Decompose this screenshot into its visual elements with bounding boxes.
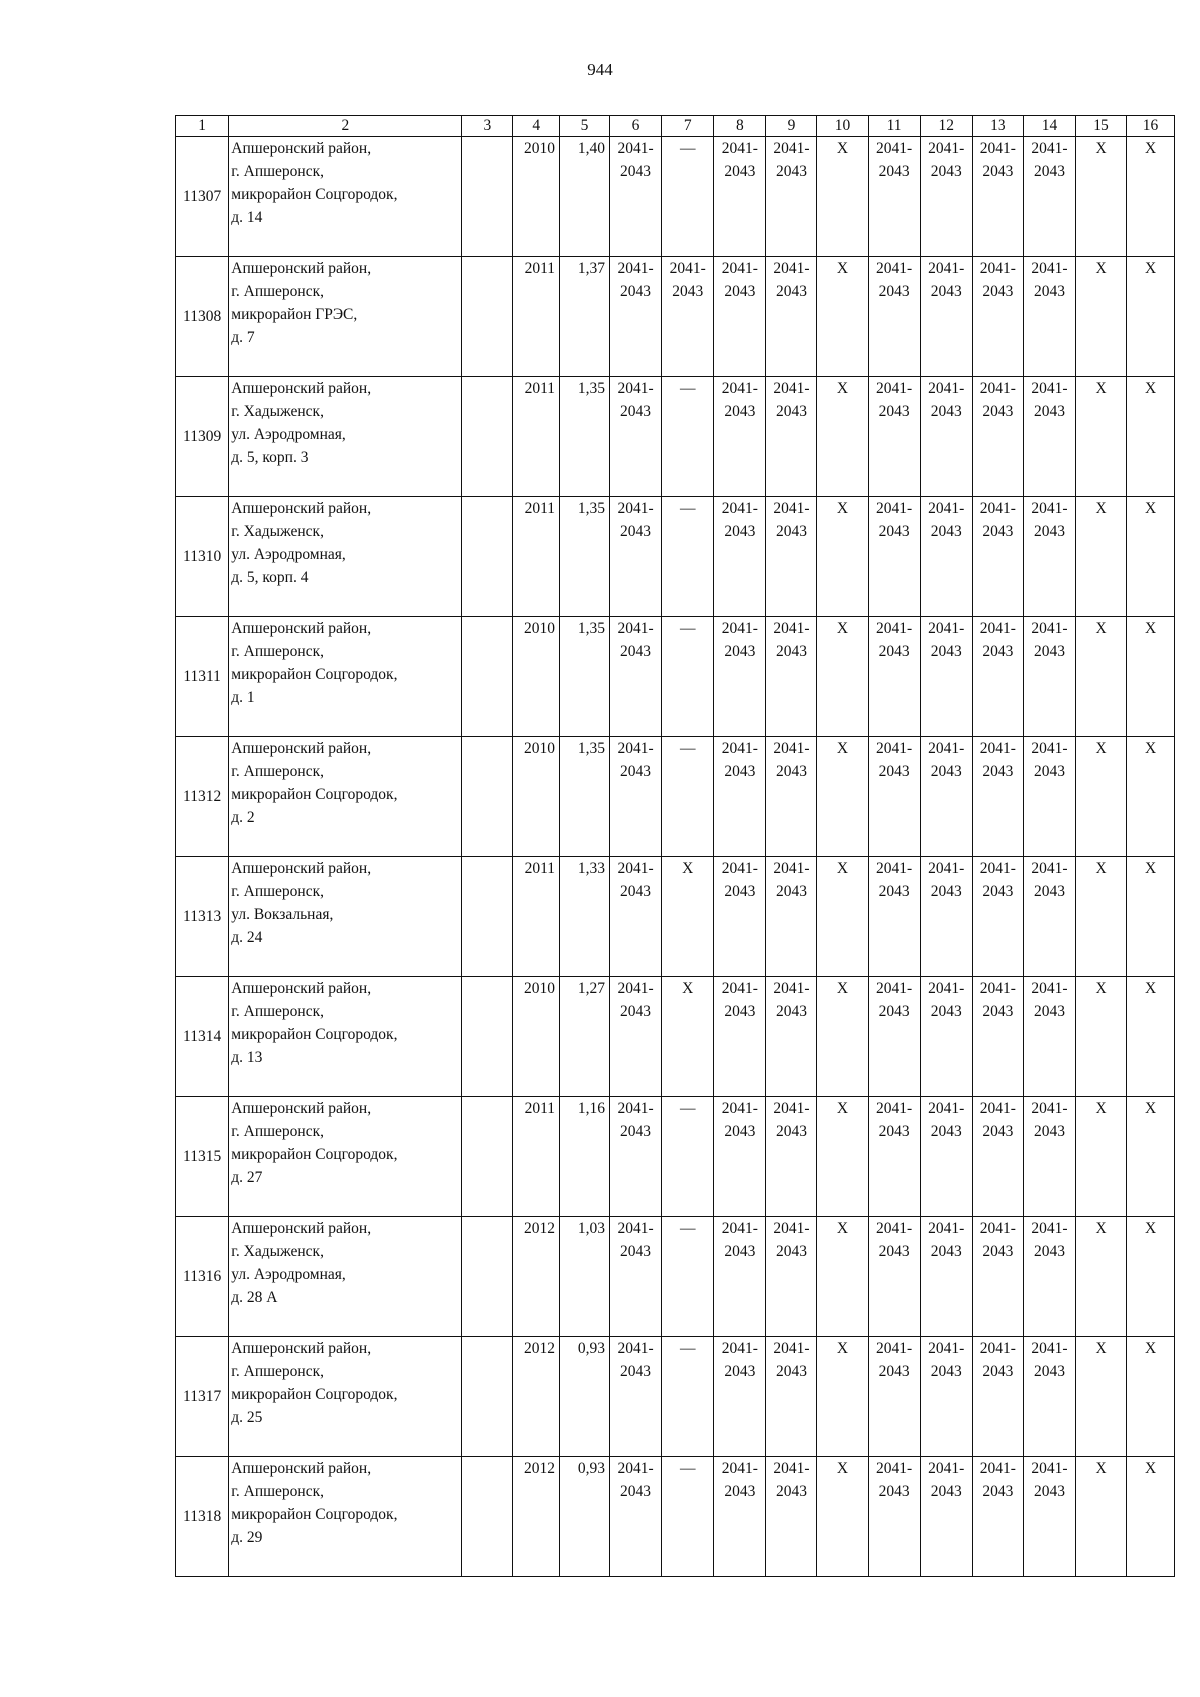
col9-cell: 2041- 2043	[766, 617, 817, 737]
col16-cell: X	[1127, 857, 1175, 977]
address-cell: Апшеронский район, г. Апшеронск, микрорайон ГРЭС, д. 7	[229, 257, 462, 377]
col13-cell: 2041- 2043	[972, 857, 1023, 977]
col8-cell: 2041- 2043	[714, 1457, 766, 1577]
col13-cell: 2041- 2043	[972, 1097, 1023, 1217]
col8-cell: 2041- 2043	[714, 1337, 766, 1457]
col8-cell: 2041- 2043	[714, 737, 766, 857]
row-id: 11314	[176, 977, 229, 1097]
year-cell: 2010	[513, 617, 560, 737]
col9-cell: 2041- 2043	[766, 1097, 817, 1217]
column-header-3: 3	[462, 116, 513, 137]
col12-cell: 2041- 2043	[920, 1217, 972, 1337]
col6-cell: 2041- 2043	[609, 1457, 661, 1577]
column-header-2: 2	[229, 116, 462, 137]
col12-cell: 2041- 2043	[920, 1337, 972, 1457]
col10-cell: X	[817, 1337, 868, 1457]
col12-cell: 2041- 2043	[920, 1457, 972, 1577]
address-cell: Апшеронский район, г. Апшеронск, микрорайон Соцгородок, д. 25	[229, 1337, 462, 1457]
col14-cell: 2041- 2043	[1023, 137, 1075, 257]
header-row	[176, 116, 1175, 137]
year-cell: 2011	[513, 257, 560, 377]
address-cell: Апшеронский район, г. Хадыженск, ул. Аэродромная, д. 5, корп. 3	[229, 377, 462, 497]
col15-cell: X	[1076, 737, 1127, 857]
col6-cell: 2041- 2043	[609, 1337, 661, 1457]
table-row	[176, 137, 1175, 257]
col16-cell: X	[1127, 617, 1175, 737]
col16-cell: X	[1127, 257, 1175, 377]
col9-cell: 2041- 2043	[766, 737, 817, 857]
table-row	[176, 257, 1175, 377]
address-cell: Апшеронский район, г. Апшеронск, микрорайон Соцгородок, д. 27	[229, 1097, 462, 1217]
value-cell: 0,93	[560, 1337, 610, 1457]
table-row	[176, 1217, 1175, 1337]
col7-cell: —	[662, 617, 714, 737]
row-id: 11310	[176, 497, 229, 617]
col14-cell: 2041- 2043	[1023, 617, 1075, 737]
col3-cell	[462, 257, 513, 377]
column-header-10: 10	[817, 116, 868, 137]
col10-cell: X	[817, 497, 868, 617]
address-cell: Апшеронский район, г. Апшеронск, микрорайон Соцгородок, д. 14	[229, 137, 462, 257]
col6-cell: 2041- 2043	[609, 137, 661, 257]
col7-cell: X	[662, 857, 714, 977]
col12-cell: 2041- 2043	[920, 497, 972, 617]
col7-cell: —	[662, 1217, 714, 1337]
col6-cell: 2041- 2043	[609, 497, 661, 617]
column-header-8: 8	[714, 116, 766, 137]
col15-cell: X	[1076, 1217, 1127, 1337]
value-cell: 1,35	[560, 377, 610, 497]
col6-cell: 2041- 2043	[609, 977, 661, 1097]
address-cell: Апшеронский район, г. Апшеронск, микрорайон Соцгородок, д. 29	[229, 1457, 462, 1577]
row-id: 11313	[176, 857, 229, 977]
col9-cell: 2041- 2043	[766, 1457, 817, 1577]
col11-cell: 2041- 2043	[868, 737, 920, 857]
table-row	[176, 1457, 1175, 1577]
col9-cell: 2041- 2043	[766, 497, 817, 617]
table-row	[176, 737, 1175, 857]
col14-cell: 2041- 2043	[1023, 1337, 1075, 1457]
year-cell: 2012	[513, 1337, 560, 1457]
col7-cell: 2041- 2043	[662, 257, 714, 377]
col13-cell: 2041- 2043	[972, 737, 1023, 857]
col7-cell: —	[662, 1097, 714, 1217]
col12-cell: 2041- 2043	[920, 137, 972, 257]
col13-cell: 2041- 2043	[972, 137, 1023, 257]
col3-cell	[462, 977, 513, 1097]
col11-cell: 2041- 2043	[868, 977, 920, 1097]
col15-cell: X	[1076, 137, 1127, 257]
col15-cell: X	[1076, 617, 1127, 737]
column-header-4: 4	[513, 116, 560, 137]
col10-cell: X	[817, 1097, 868, 1217]
col3-cell	[462, 1337, 513, 1457]
col14-cell: 2041- 2043	[1023, 257, 1075, 377]
column-header-9: 9	[766, 116, 817, 137]
col16-cell: X	[1127, 737, 1175, 857]
col16-cell: X	[1127, 1457, 1175, 1577]
col10-cell: X	[817, 1217, 868, 1337]
address-cell: Апшеронский район, г. Апшеронск, микрорайон Соцгородок, д. 13	[229, 977, 462, 1097]
col11-cell: 2041- 2043	[868, 257, 920, 377]
col12-cell: 2041- 2043	[920, 257, 972, 377]
col11-cell: 2041- 2043	[868, 857, 920, 977]
row-id: 11312	[176, 737, 229, 857]
value-cell: 1,03	[560, 1217, 610, 1337]
column-header-13: 13	[972, 116, 1023, 137]
col8-cell: 2041- 2043	[714, 137, 766, 257]
value-cell: 1,35	[560, 497, 610, 617]
table-row	[176, 377, 1175, 497]
col15-cell: X	[1076, 857, 1127, 977]
col6-cell: 2041- 2043	[609, 1097, 661, 1217]
col6-cell: 2041- 2043	[609, 257, 661, 377]
value-cell: 1,33	[560, 857, 610, 977]
col11-cell: 2041- 2043	[868, 1097, 920, 1217]
col10-cell: X	[817, 377, 868, 497]
col14-cell: 2041- 2043	[1023, 1457, 1075, 1577]
table-row	[176, 497, 1175, 617]
value-cell: 1,27	[560, 977, 610, 1097]
col8-cell: 2041- 2043	[714, 497, 766, 617]
col15-cell: X	[1076, 1457, 1127, 1577]
col10-cell: X	[817, 737, 868, 857]
col9-cell: 2041- 2043	[766, 377, 817, 497]
year-cell: 2011	[513, 497, 560, 617]
row-id: 11316	[176, 1217, 229, 1337]
col11-cell: 2041- 2043	[868, 137, 920, 257]
column-header-5: 5	[560, 116, 610, 137]
col7-cell: —	[662, 1337, 714, 1457]
col6-cell: 2041- 2043	[609, 737, 661, 857]
column-header-6: 6	[609, 116, 661, 137]
year-cell: 2010	[513, 137, 560, 257]
year-cell: 2010	[513, 977, 560, 1097]
col8-cell: 2041- 2043	[714, 257, 766, 377]
page-number: 944	[587, 60, 613, 79]
col8-cell: 2041- 2043	[714, 1217, 766, 1337]
col9-cell: 2041- 2043	[766, 977, 817, 1097]
col3-cell	[462, 497, 513, 617]
col6-cell: 2041- 2043	[609, 617, 661, 737]
row-id: 11315	[176, 1097, 229, 1217]
column-header-11: 11	[868, 116, 920, 137]
col12-cell: 2041- 2043	[920, 737, 972, 857]
col9-cell: 2041- 2043	[766, 1217, 817, 1337]
year-cell: 2011	[513, 1097, 560, 1217]
col14-cell: 2041- 2043	[1023, 377, 1075, 497]
value-cell: 1,16	[560, 1097, 610, 1217]
col12-cell: 2041- 2043	[920, 1097, 972, 1217]
col8-cell: 2041- 2043	[714, 617, 766, 737]
col13-cell: 2041- 2043	[972, 1337, 1023, 1457]
address-cell: Апшеронский район, г. Апшеронск, микрорайон Соцгородок, д. 2	[229, 737, 462, 857]
col12-cell: 2041- 2043	[920, 377, 972, 497]
col11-cell: 2041- 2043	[868, 497, 920, 617]
col13-cell: 2041- 2043	[972, 1217, 1023, 1337]
col3-cell	[462, 737, 513, 857]
col12-cell: 2041- 2043	[920, 617, 972, 737]
row-id: 11309	[176, 377, 229, 497]
col16-cell: X	[1127, 1097, 1175, 1217]
col13-cell: 2041- 2043	[972, 377, 1023, 497]
row-id: 11307	[176, 137, 229, 257]
col15-cell: X	[1076, 377, 1127, 497]
col6-cell: 2041- 2043	[609, 1217, 661, 1337]
col15-cell: X	[1076, 1097, 1127, 1217]
col3-cell	[462, 1097, 513, 1217]
col14-cell: 2041- 2043	[1023, 1097, 1075, 1217]
col9-cell: 2041- 2043	[766, 257, 817, 377]
registry-table	[175, 115, 1175, 1577]
col10-cell: X	[817, 137, 868, 257]
column-header-15: 15	[1076, 116, 1127, 137]
col14-cell: 2041- 2043	[1023, 977, 1075, 1097]
col6-cell: 2041- 2043	[609, 377, 661, 497]
col10-cell: X	[817, 257, 868, 377]
col12-cell: 2041- 2043	[920, 857, 972, 977]
col16-cell: X	[1127, 1337, 1175, 1457]
col16-cell: X	[1127, 377, 1175, 497]
col10-cell: X	[817, 1457, 868, 1577]
col8-cell: 2041- 2043	[714, 977, 766, 1097]
col11-cell: 2041- 2043	[868, 1217, 920, 1337]
year-cell: 2012	[513, 1217, 560, 1337]
col14-cell: 2041- 2043	[1023, 497, 1075, 617]
table-row	[176, 1337, 1175, 1457]
col14-cell: 2041- 2043	[1023, 1217, 1075, 1337]
col7-cell: —	[662, 497, 714, 617]
col13-cell: 2041- 2043	[972, 257, 1023, 377]
col7-cell: —	[662, 1457, 714, 1577]
col9-cell: 2041- 2043	[766, 137, 817, 257]
col15-cell: X	[1076, 977, 1127, 1097]
table-row	[176, 977, 1175, 1097]
table-row	[176, 857, 1175, 977]
col13-cell: 2041- 2043	[972, 1457, 1023, 1577]
col16-cell: X	[1127, 497, 1175, 617]
col14-cell: 2041- 2043	[1023, 857, 1075, 977]
address-cell: Апшеронский район, г. Апшеронск, ул. Вокзальная, д. 24	[229, 857, 462, 977]
row-id: 11308	[176, 257, 229, 377]
col6-cell: 2041- 2043	[609, 857, 661, 977]
col13-cell: 2041- 2043	[972, 977, 1023, 1097]
col8-cell: 2041- 2043	[714, 1097, 766, 1217]
col3-cell	[462, 617, 513, 737]
address-cell: Апшеронский район, г. Хадыженск, ул. Аэродромная, д. 5, корп. 4	[229, 497, 462, 617]
value-cell: 1,35	[560, 617, 610, 737]
col9-cell: 2041- 2043	[766, 1337, 817, 1457]
col8-cell: 2041- 2043	[714, 377, 766, 497]
column-header-1: 1	[176, 116, 229, 137]
col16-cell: X	[1127, 137, 1175, 257]
table-row	[176, 617, 1175, 737]
col3-cell	[462, 1457, 513, 1577]
col11-cell: 2041- 2043	[868, 377, 920, 497]
year-cell: 2010	[513, 737, 560, 857]
value-cell: 0,93	[560, 1457, 610, 1577]
col11-cell: 2041- 2043	[868, 1337, 920, 1457]
col13-cell: 2041- 2043	[972, 617, 1023, 737]
col9-cell: 2041- 2043	[766, 857, 817, 977]
year-cell: 2011	[513, 377, 560, 497]
col14-cell: 2041- 2043	[1023, 737, 1075, 857]
col11-cell: 2041- 2043	[868, 617, 920, 737]
col3-cell	[462, 1217, 513, 1337]
address-cell: Апшеронский район, г. Хадыженск, ул. Аэродромная, д. 28 А	[229, 1217, 462, 1337]
col10-cell: X	[817, 977, 868, 1097]
col7-cell: X	[662, 977, 714, 1097]
row-id: 11317	[176, 1337, 229, 1457]
col15-cell: X	[1076, 497, 1127, 617]
year-cell: 2012	[513, 1457, 560, 1577]
col7-cell: —	[662, 377, 714, 497]
col7-cell: —	[662, 737, 714, 857]
table-body	[176, 116, 1175, 1577]
col3-cell	[462, 377, 513, 497]
col13-cell: 2041- 2043	[972, 497, 1023, 617]
column-header-14: 14	[1023, 116, 1075, 137]
col3-cell	[462, 137, 513, 257]
column-header-16: 16	[1127, 116, 1175, 137]
col12-cell: 2041- 2043	[920, 977, 972, 1097]
column-header-12: 12	[920, 116, 972, 137]
col16-cell: X	[1127, 1217, 1175, 1337]
col16-cell: X	[1127, 977, 1175, 1097]
col15-cell: X	[1076, 1337, 1127, 1457]
value-cell: 1,35	[560, 737, 610, 857]
table-row	[176, 1097, 1175, 1217]
address-cell: Апшеронский район, г. Апшеронск, микрорайон Соцгородок, д. 1	[229, 617, 462, 737]
row-id: 11318	[176, 1457, 229, 1577]
col10-cell: X	[817, 617, 868, 737]
col3-cell	[462, 857, 513, 977]
value-cell: 1,40	[560, 137, 610, 257]
value-cell: 1,37	[560, 257, 610, 377]
column-header-7: 7	[662, 116, 714, 137]
col8-cell: 2041- 2043	[714, 857, 766, 977]
col10-cell: X	[817, 857, 868, 977]
row-id: 11311	[176, 617, 229, 737]
year-cell: 2011	[513, 857, 560, 977]
col11-cell: 2041- 2043	[868, 1457, 920, 1577]
col7-cell: —	[662, 137, 714, 257]
col15-cell: X	[1076, 257, 1127, 377]
